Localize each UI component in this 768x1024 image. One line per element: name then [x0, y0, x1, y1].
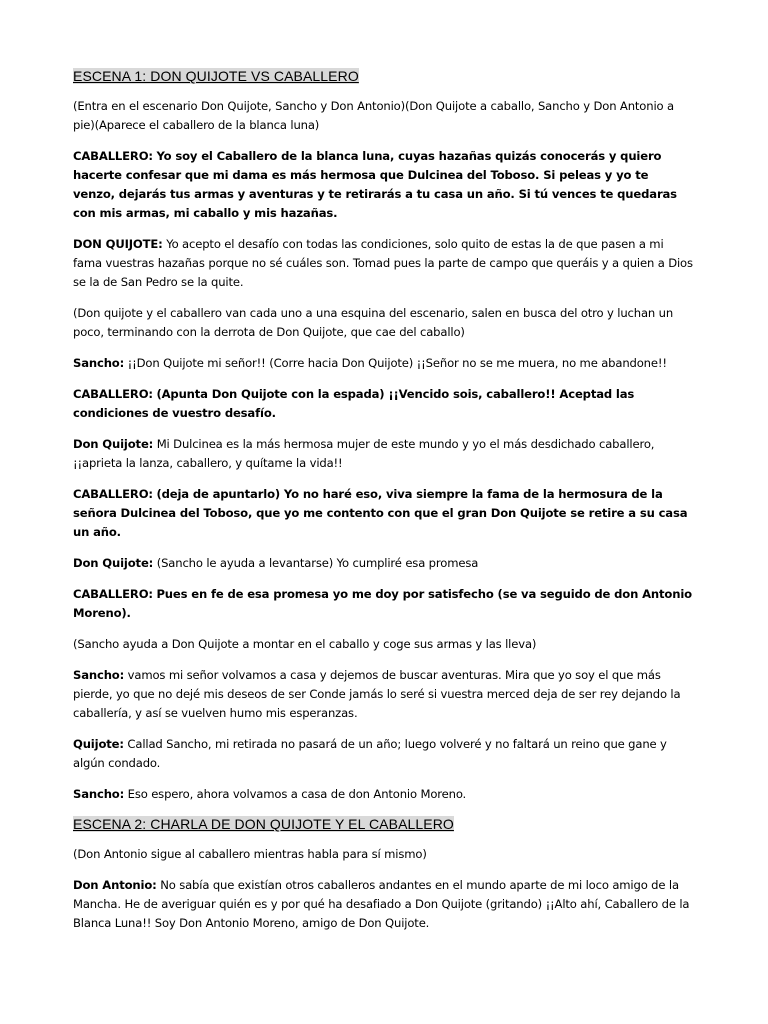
- speaker-label: CABALLERO:: [73, 387, 153, 401]
- dialogue-text: Callad Sancho, mi retirada no pasará de un año; luego volveré y no faltará un reino que gane y algún condado.: [73, 737, 667, 770]
- dialogue-line: [73, 147, 693, 223]
- dialogue-line: [73, 435, 693, 473]
- scene-1-intro: (Entra en el escenario Don Quijote, Sancho y Don Antonio)(Don Quijote a caballo, Sancho y Don Antonio a pie)(Aparece el caballero de la blanca luna): [73, 99, 674, 132]
- dialogue-line: [73, 485, 693, 542]
- dialogue-line: [73, 354, 693, 373]
- scene-2-heading: ESCENA 2: CHARLA DE DON QUIJOTE Y EL CABALLERO: [73, 816, 454, 832]
- dialogue-text: No sabía que existían otros caballeros andantes en el mundo aparte de mi loco amigo de la Mancha. He de averiguar quién es y por qué ha desafiado a Don Quijote (gritando) ¡¡Alto ahí, Caballero de la Blanca Luna!! Soy Don Antonio Moreno, amigo de Don Quijote.: [73, 878, 690, 930]
- dialogue-line: [73, 585, 693, 623]
- scene-2-intro: (Don Antonio sigue al caballero mientras habla para sí mismo): [73, 847, 427, 861]
- dialogue-line: [73, 876, 693, 933]
- speaker-label: Sancho:: [73, 787, 125, 801]
- dialogue-text: Pues en fe de esa promesa yo me doy por satisfecho (se va seguido de don Antonio Moreno).: [73, 587, 692, 620]
- speaker-label: CABALLERO:: [73, 149, 153, 163]
- dialogue-line: [73, 554, 693, 573]
- dialogue-line: [73, 785, 693, 804]
- dialogue-line: [73, 235, 693, 292]
- speaker-label: Don Quijote:: [73, 556, 154, 570]
- dialogue-text: Yo soy el Caballero de la blanca luna, cuyas hazañas quizás conocerás y quiero hacerte confesar que mi dama es más hermosa que Dulcinea del Toboso. Si peleas y yo te venzo, dejarás tus armas y aventuras y te retirarás a tu casa un año. Si tú vences te quedaras con mis armas, mi caballo y mis hazañas.: [73, 149, 677, 220]
- dialogue-text: ¡¡Don Quijote mi señor!! (Corre hacia Don Quijote) ¡¡Señor no se me muera, no me abandone!!: [127, 356, 667, 370]
- dialogue-text: Yo acepto el desafío con todas las condiciones, solo quito de estas la de que pasen a mi fama vuestras hazañas porque no sé cuáles son. Tomad pues la parte de campo que queráis y a quien a Dios se la de San Pedro se la quite.: [73, 237, 693, 289]
- speaker-label: Don Quijote:: [73, 437, 154, 451]
- dialogue-text: (Apunta Don Quijote con la espada) ¡¡Vencido sois, caballero!! Aceptad las condiciones de vuestro desafío.: [73, 387, 635, 420]
- dialogue-line: [73, 385, 693, 423]
- dialogue-text: Mi Dulcinea es la más hermosa mujer de este mundo y yo el más desdichado caballero, ¡¡aprieta la lanza, caballero, y quítame la vida!!: [73, 437, 655, 470]
- speaker-label: DON QUIJOTE:: [73, 237, 163, 251]
- dialogue-line: [73, 666, 693, 723]
- speaker-label: CABALLERO:: [73, 487, 153, 501]
- dialogue-text: Eso espero, ahora volvamos a casa de don Antonio Moreno.: [127, 787, 467, 801]
- dialogue-text: (deja de apuntarlo) Yo no haré eso, viva siempre la fama de la hermosura de la señora Dulcinea del Toboso, que yo me contento con que el gran Don Quijote se retire a su casa un año.: [73, 487, 688, 539]
- dialogue-text: vamos mi señor volvamos a casa y dejemos de buscar aventuras. Mira que yo soy el que más pierde, yo que no dejé mis deseos de ser Conde jamás lo seré si vuestra merced deja de ser rey dejando la caballería, y así se vuelven humo mis esperanzas.: [73, 668, 681, 720]
- stage-direction: (Sancho ayuda a Don Quijote a montar en el caballo y coge sus armas y las lleva): [73, 637, 537, 651]
- speaker-label: CABALLERO:: [73, 587, 153, 601]
- speaker-label: Sancho:: [73, 356, 125, 370]
- dialogue-line: [73, 735, 693, 773]
- document-page: [73, 68, 693, 945]
- speaker-label: Sancho:: [73, 668, 125, 682]
- dialogue-text: (Sancho le ayuda a levantarse) Yo cumpliré esa promesa: [156, 556, 479, 570]
- speaker-label: Quijote:: [73, 737, 124, 751]
- speaker-label: Don Antonio:: [73, 878, 157, 892]
- scene-1-heading: ESCENA 1: DON QUIJOTE VS CABALLERO: [73, 68, 359, 84]
- stage-direction: (Don quijote y el caballero van cada uno a una esquina del escenario, salen en busca del otro y luchan un poco, terminando con la derrota de Don Quijote, que cae del caballo): [73, 306, 674, 339]
